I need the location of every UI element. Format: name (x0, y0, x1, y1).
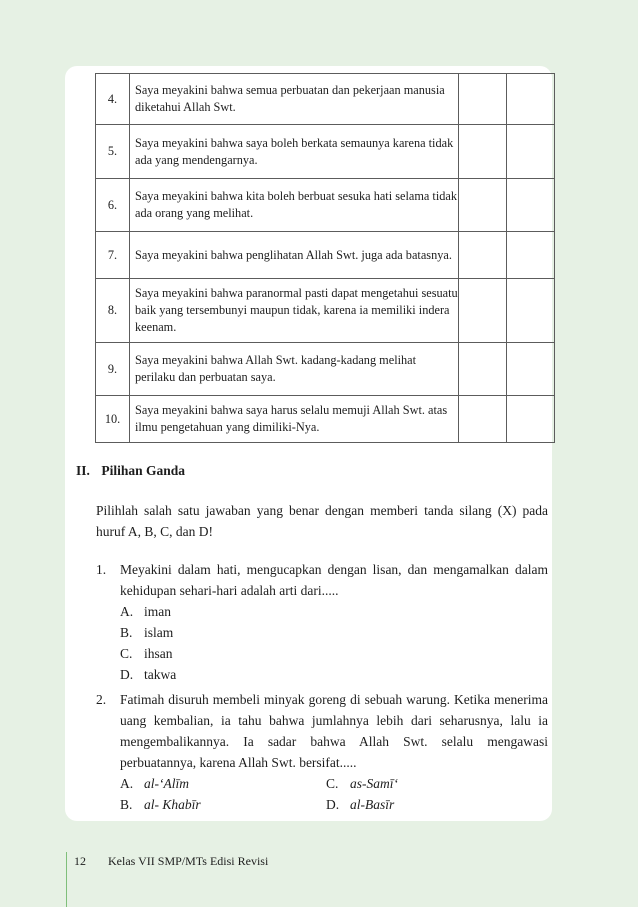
section-title: Pilihan Ganda (101, 463, 186, 478)
statement-text: Saya meyakini bahwa semua perbuatan dan pekerjaan manusia diketahui Allah Swt. (130, 74, 459, 125)
option-text: iman (144, 604, 171, 619)
row-number: 10. (96, 396, 130, 443)
table-row (96, 179, 555, 232)
option-text: al- Khabīr (144, 797, 201, 812)
row-number: 8. (96, 279, 130, 343)
section-heading (76, 463, 185, 479)
option-b[interactable] (120, 794, 326, 815)
table-row (96, 232, 555, 279)
answer-cell[interactable] (507, 343, 555, 396)
option-c[interactable] (326, 773, 526, 794)
row-number: 7. (96, 232, 130, 279)
answer-cell[interactable] (459, 279, 507, 343)
answer-cell[interactable] (507, 232, 555, 279)
option-grid (120, 773, 548, 815)
question-number: 1. (96, 562, 107, 577)
statement-text: Saya meyakini bahwa penglihatan Allah Swt. juga ada batasnya. (130, 232, 459, 279)
answer-cell[interactable] (459, 396, 507, 443)
table-row (96, 125, 555, 179)
row-number: 9. (96, 343, 130, 396)
statement-text: Saya meyakini bahwa paranormal pasti dapat mengetahui sesuatu baik yang tersembunyi maupun tidak, karena ia memiliki indera keenam. (130, 279, 459, 343)
section-number: II. (76, 463, 90, 478)
option-letter: A. (120, 604, 134, 619)
option-letter: D. (326, 797, 340, 812)
option-a[interactable] (120, 773, 326, 794)
answer-cell[interactable] (459, 125, 507, 179)
option-text: al-‘Alīm (144, 776, 189, 791)
option-d[interactable] (120, 664, 548, 685)
option-letter: C. (326, 776, 339, 791)
question-1 (96, 559, 548, 685)
answer-cell[interactable] (507, 279, 555, 343)
statement-text: Saya meyakini bahwa saya harus selalu memuji Allah Swt. atas ilmu pengetahuan yang dimiliki-Nya. (130, 396, 459, 443)
answer-cell[interactable] (459, 74, 507, 125)
instruction-text: Pilihlah salah satu jawaban yang benar dengan memberi tanda silang (X) pada huruf A, B, C, dan D! (96, 503, 548, 539)
option-text: as-Samī‘ (350, 776, 398, 791)
option-a[interactable] (120, 601, 548, 622)
answer-cell[interactable] (507, 74, 555, 125)
table-row (96, 343, 555, 396)
row-number: 5. (96, 125, 130, 179)
answer-cell[interactable] (507, 396, 555, 443)
option-text: al-Basīr (350, 797, 395, 812)
statement-table (95, 73, 555, 443)
option-d[interactable] (326, 794, 526, 815)
option-letter: D. (120, 667, 134, 682)
statement-text: Saya meyakini bahwa Allah Swt. kadang-kadang melihat perilaku dan perbuatan saya. (130, 343, 459, 396)
page-number: 12 (74, 854, 86, 868)
footer-divider (66, 852, 67, 907)
answer-cell[interactable] (459, 343, 507, 396)
row-number: 4. (96, 74, 130, 125)
statement-text: Saya meyakini bahwa saya boleh berkata semaunya karena tidak ada yang mendengarnya. (130, 125, 459, 179)
book-title: Kelas VII SMP/MTs Edisi Revisi (108, 854, 269, 868)
table-row (96, 279, 555, 343)
question-text: Fatimah disuruh membeli minyak goreng di sebuah warung. Ketika menerima uang kembalian, ia tahu bahwa jumlahnya lebih dari seharusnya, lalu ia mengembalikannya. Ia sadar bahwa Allah Swt. selalu mengawasi perbuatannya, karena Allah Swt. bersifat..... (120, 692, 548, 770)
row-number: 6. (96, 179, 130, 232)
option-letter: B. (120, 797, 133, 812)
answer-cell[interactable] (507, 125, 555, 179)
option-c[interactable] (120, 643, 548, 664)
answer-cell[interactable] (459, 179, 507, 232)
option-letter: C. (120, 646, 133, 661)
answer-cell[interactable] (507, 179, 555, 232)
option-letter: A. (120, 776, 134, 791)
table-row (96, 74, 555, 125)
option-b[interactable] (120, 622, 548, 643)
answer-cell[interactable] (459, 232, 507, 279)
option-text: islam (144, 625, 174, 640)
question-2 (96, 689, 548, 815)
table-row (96, 396, 555, 443)
question-text: Meyakini dalam hati, mengucapkan dengan lisan, dan mengamalkan dalam kehidupan sehari-hari adalah arti dari..... (120, 562, 548, 598)
option-text: ihsan (144, 646, 173, 661)
option-text: takwa (144, 667, 177, 682)
question-number: 2. (96, 692, 107, 707)
option-letter: B. (120, 625, 133, 640)
statement-text: Saya meyakini bahwa kita boleh berbuat sesuka hati selama tidak ada orang yang melihat. (130, 179, 459, 232)
